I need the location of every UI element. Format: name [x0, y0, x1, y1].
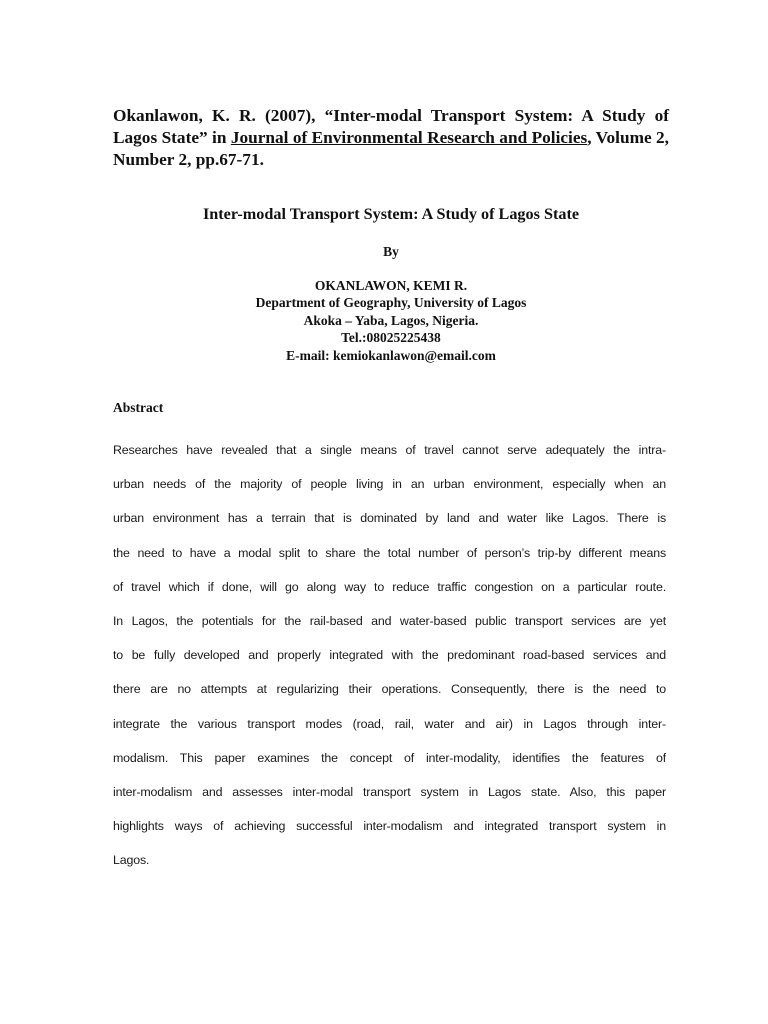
author-email: E-mail: kemiokanlawon@email.com [286, 347, 496, 363]
citation-suffix: , Volume 2, Number 2, pp.67-71. [113, 128, 669, 169]
paper-title: Inter-modal Transport System: A Study of Lagos State [202, 205, 580, 223]
abstract-body [113, 433, 666, 877]
abstract-line: of travel which if done, will go along way to reduce traffic congestion on a particular route. [113, 579, 666, 594]
abstract-line: the need to have a modal split to share the total number of person’s trip-by different means [113, 545, 666, 560]
abstract-line: urban needs of the majority of people living in an urban environment, especially when an [113, 477, 666, 492]
abstract-line: modalism. This paper examines the concept of inter-modality, identifies the features of [113, 750, 666, 765]
abstract-line: highlights ways of achieving successful inter-modalism and integrated transport system in [113, 819, 666, 834]
abstract-line: Lagos. [113, 853, 150, 868]
abstract-heading: Abstract [113, 400, 164, 415]
citation-prefix: Okanlawon, K. R. (2007), “Inter-modal Transport System: A Study of Lagos State” in [113, 106, 669, 147]
author-department: Department of Geography, University of Lagos [255, 295, 527, 311]
abstract-line: inter-modalism and assesses inter-modal transport system in Lagos state. Also, this paper [113, 784, 666, 799]
abstract-line: urban environment has a terrain that is dominated by land and water like Lagos. There is [113, 511, 666, 526]
abstract-line: to be fully developed and properly integrated with the predominant road-based services and [113, 648, 666, 663]
citation [113, 105, 669, 171]
author-name: OKANLAWON, KEMI R. [314, 278, 468, 293]
author-block [113, 277, 669, 364]
abstract-line: there are no attempts at regularizing their operations. Consequently, there is the need to [113, 682, 666, 697]
by-label: By [383, 244, 399, 259]
author-telephone: Tel.:08025225438 [341, 330, 441, 346]
journal-name: Journal of Environmental Research and Policies [230, 128, 588, 147]
abstract-line: integrate the various transport modes (road, rail, water and air) in Lagos through inter- [113, 716, 666, 731]
abstract-line: In Lagos, the potentials for the rail-based and water-based public transport services are yet [113, 613, 666, 628]
author-address: Akoka – Yaba, Lagos, Nigeria. [303, 312, 479, 328]
abstract-line: Researches have revealed that a single means of travel cannot serve adequately the intra- [113, 443, 666, 457]
